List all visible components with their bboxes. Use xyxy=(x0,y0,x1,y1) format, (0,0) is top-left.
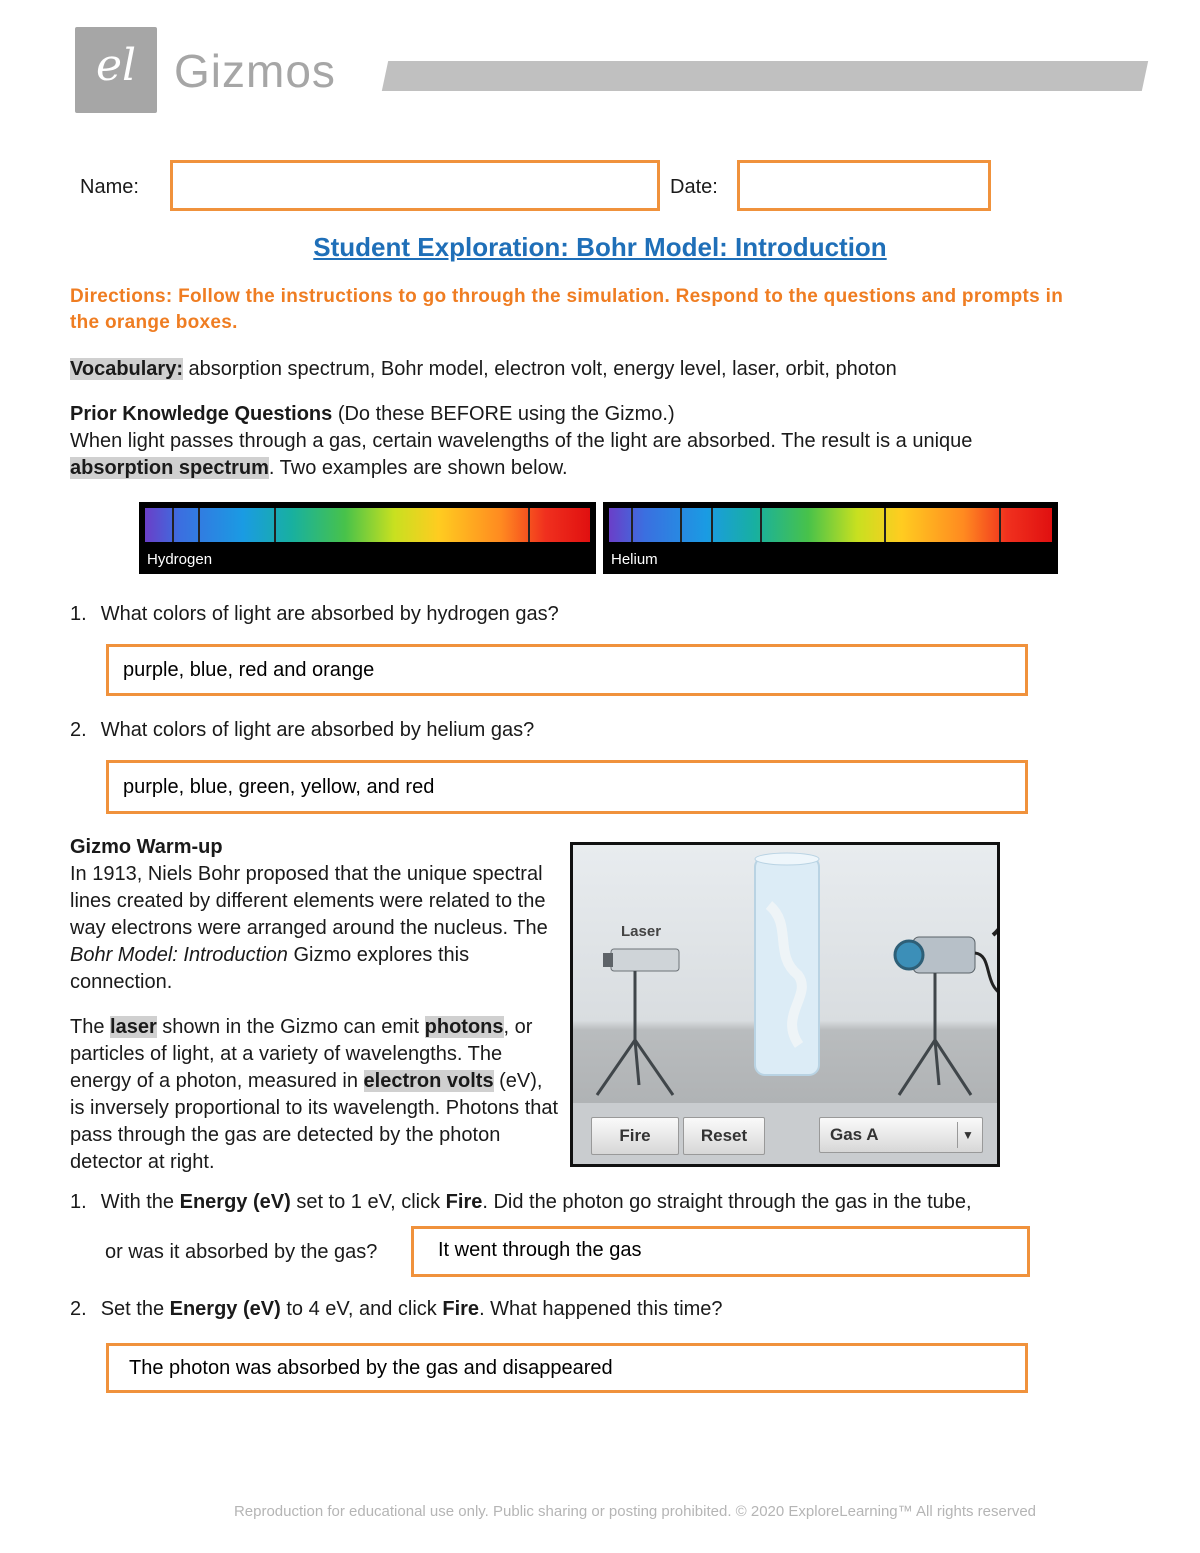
tube-top xyxy=(755,853,819,865)
absorption-line xyxy=(711,508,713,542)
term-absorption-spectrum: absorption spectrum xyxy=(70,457,269,479)
prior-knowledge: Prior Knowledge Questions (Do these BEFORE using the Gizmo.) When light passes through a gas, certain wavelengths of the light are absorbed. The result is a unique absorption spectrum. Two examples are shown below. xyxy=(70,403,973,479)
absorption-line xyxy=(631,508,633,542)
directions: Directions: Follow the instructions to go through the simulation. Respond to the questions and prompts in the orange boxes. xyxy=(70,286,1064,333)
answer-box-warmup-1[interactable]: It went through the gas xyxy=(411,1226,1030,1277)
answer-box-helium[interactable]: purple, blue, green, yellow, and red xyxy=(106,760,1028,814)
absorption-line xyxy=(274,508,276,542)
date-label: Date: xyxy=(670,176,718,198)
brand-name: Gizmos xyxy=(174,45,336,97)
warmup-section xyxy=(70,834,560,1176)
absorption-line xyxy=(172,508,174,542)
page-title: Student Exploration: Bohr Model: Introduction xyxy=(313,232,887,262)
absorption-line xyxy=(760,508,762,542)
laser-label: Laser xyxy=(621,923,662,940)
fire-button[interactable]: Fire xyxy=(591,1117,679,1155)
date-field[interactable] xyxy=(737,160,991,211)
gas-select[interactable]: Gas A ▼ xyxy=(819,1117,983,1153)
laser-cap xyxy=(603,953,613,967)
vocabulary: Vocabulary: absorption spectrum, Bohr model, electron volt, energy level, laser, orbit, photon xyxy=(70,358,897,380)
laser-body xyxy=(611,949,679,971)
warmup-question-1-line2: or was it absorbed by the gas? xyxy=(105,1241,378,1263)
absorption-line xyxy=(680,508,682,542)
gizmos-logo-icon: el xyxy=(95,40,137,91)
hydrogen-band xyxy=(145,508,590,542)
absorption-line xyxy=(884,508,886,542)
vocabulary-label: Vocabulary: xyxy=(70,358,183,380)
header-bar xyxy=(382,61,1148,91)
prior-heading: Prior Knowledge Questions xyxy=(70,403,333,425)
warmup-heading: Gizmo Warm-up xyxy=(70,836,223,858)
helium-band xyxy=(609,508,1052,542)
warmup-question-2: 2. Set the Energy (eV) to 4 eV, and click Fire. What happened this time? xyxy=(70,1298,723,1320)
hydrogen-label: Hydrogen xyxy=(147,551,213,568)
answer-box-hydrogen[interactable]: purple, blue, red and orange xyxy=(106,644,1028,696)
footer-copyright: Reproduction for educational use only. Public sharing or posting prohibited. © 2020 ExploreLearning™ All rights reserved xyxy=(233,1503,1037,1520)
helium-spectrum xyxy=(603,502,1058,574)
absorption-line xyxy=(528,508,530,542)
name-label: Name: xyxy=(80,176,139,198)
prior-question-2: 2. What colors of light are absorbed by helium gas? xyxy=(70,719,535,741)
chevron-down-icon: ▼ xyxy=(957,1122,978,1148)
gizmo-simulation xyxy=(570,842,1000,1167)
helium-label: Helium xyxy=(611,551,658,568)
warmup-question-1: 1. With the Energy (eV) set to 1 eV, click Fire. Did the photon go straight through the gas in the tube, xyxy=(70,1191,972,1213)
prior-question-1: 1. What colors of light are absorbed by hydrogen gas? xyxy=(70,603,559,625)
name-field[interactable] xyxy=(170,160,660,211)
hydrogen-spectrum xyxy=(139,502,596,574)
detector-lens xyxy=(895,941,923,969)
absorption-line xyxy=(999,508,1001,542)
reset-button[interactable]: Reset xyxy=(683,1117,765,1155)
warmup-paragraph-2: The laser shown in the Gizmo can emit photons, or particles of light, at a variety of wavelengths. The energy of a photon, measured in electron volts (eV), is inversely proportional to its wavelength. Photons that pass through the gas are detected by the photon detector at right. xyxy=(70,1016,559,1173)
absorption-line xyxy=(198,508,200,542)
answer-box-warmup-2[interactable]: The photon was absorbed by the gas and disappeared xyxy=(106,1343,1028,1393)
warmup-paragraph-1: In 1913, Niels Bohr proposed that the unique spectral lines created by different elements were related to the way electrons were arranged around the nucleus. The Bohr Model: Introduction Gizmo explores this connection. xyxy=(70,863,548,993)
